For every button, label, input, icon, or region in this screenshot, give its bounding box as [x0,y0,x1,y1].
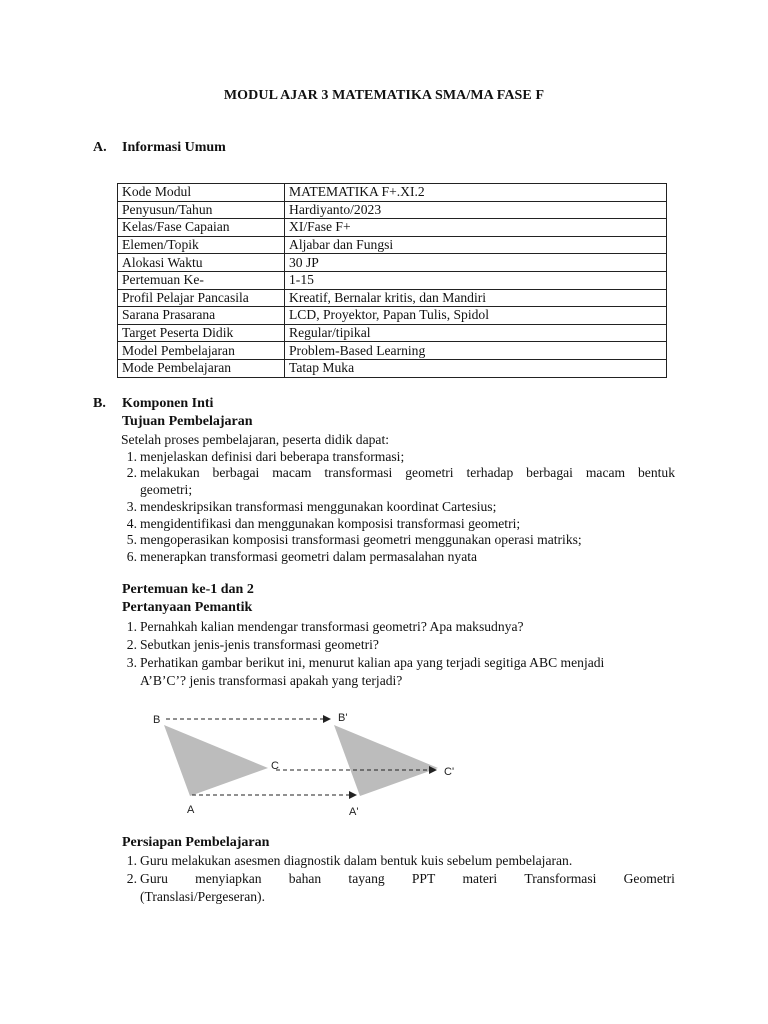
info-value: 30 JP [285,254,667,272]
list-item [113,516,521,532]
translation-figure [140,703,470,823]
list-text: Perhatikan gambar berikut ini, menurut kalian apa yang terjadi segitiga ABC menjadi [140,655,605,670]
info-value: Tatap Muka [285,359,667,377]
list-item [113,532,582,548]
pertemuan-heading: Pertemuan ke-1 dan 2 [122,582,254,597]
triangle-abc-image [334,725,438,796]
document-title: MODUL AJAR 3 MATEMATIKA SMA/MA FASE F [223,88,545,103]
list-item [113,619,524,635]
list-number: 5. [126,532,137,547]
table-row [118,324,667,342]
info-key: Kelas/Fase Capaian [118,219,285,237]
word: menyiapkan [195,871,262,886]
word: tayang [348,871,385,886]
list-text: Pernahkah kalian mendengar transformasi geometri? Apa maksudnya? [140,619,524,634]
info-key: Target Peserta Didik [118,324,285,342]
list-item [113,499,497,515]
list-number: 6. [126,549,137,564]
section-b-letter: B. [93,396,106,411]
list-item [113,871,137,887]
section-a-title: Informasi Umum [122,140,226,155]
list-text-continuation: geometri; [140,482,193,497]
list-text: Sebutkan jenis-jenis transformasi geometri? [140,637,379,652]
persiapan-heading: Persiapan Pembelajaran [122,835,270,850]
tujuan-intro: Setelah proses pembelajaran, peserta didik dapat: [121,432,389,447]
info-key: Alokasi Waktu [118,254,285,272]
list-text [140,871,675,887]
list-text: menerapkan transformasi geometri dalam permasalahan nyata [140,549,478,564]
info-key: Profil Pelajar Pancasila [118,289,285,307]
info-key: Model Pembelajaran [118,342,285,360]
list-number: 4. [126,516,137,531]
list-number: 1. [126,619,137,634]
list-item [113,853,573,869]
table-row [118,342,667,360]
info-key: Sarana Prasarana [118,307,285,325]
triangle-abc [164,725,268,796]
word: PPT [411,871,436,886]
info-value: LCD, Proyektor, Papan Tulis, Spidol [285,307,667,325]
info-key: Pertemuan Ke- [118,271,285,289]
list-item [113,549,478,565]
list-item [113,449,405,465]
list-text: mengidentifikasi dan menggunakan komposisi transformasi geometri; [140,516,521,531]
label-a: A [187,804,195,816]
info-value: XI/Fase F+ [285,219,667,237]
table-row [118,254,667,272]
info-value: Kreatif, Bernalar kritis, dan Mandiri [285,289,667,307]
info-key: Elemen/Topik [118,236,285,254]
list-item [113,465,137,481]
list-number: 1. [126,853,137,868]
table-row [118,219,667,237]
info-key: Mode Pembelajaran [118,359,285,377]
pemantik-heading: Pertanyaan Pemantik [122,600,253,615]
list-number: 3. [126,655,137,670]
table-row [118,201,667,219]
section-a-letter: A. [93,140,107,155]
list-text-continuation: (Translasi/Pergeseran). [140,889,265,904]
list-item [113,637,379,653]
word: Guru [140,871,168,886]
list-text: menjelaskan definisi dari beberapa transformasi; [140,449,405,464]
list-number: 2. [126,871,137,886]
info-key: Penyusun/Tahun [118,201,285,219]
info-value: Hardiyanto/2023 [285,201,667,219]
info-value: 1-15 [285,271,667,289]
info-value: Regular/tipikal [285,324,667,342]
list-text-continuation: A’B’C’? jenis transformasi apakah yang terjadi? [140,673,403,688]
list-text: melakukan berbagai macam transformasi geometri terhadap berbagai macam bentuk [140,465,675,480]
label-b-prime: B' [338,712,348,724]
tujuan-heading: Tujuan Pembelajaran [122,414,253,429]
table-row [118,236,667,254]
table-row [118,289,667,307]
table-row [118,359,667,377]
list-number: 1. [126,449,137,464]
section-b-title: Komponen Inti [122,396,214,411]
info-value: Aljabar dan Fungsi [285,236,667,254]
word: Geometri [623,871,675,886]
info-value: Problem-Based Learning [285,342,667,360]
list-number: 3. [126,499,137,514]
info-table [117,183,667,378]
table-row [118,184,667,202]
label-c: C [271,760,279,772]
word: bahan [288,871,322,886]
list-text: mengoperasikan komposisi transformasi geometri menggunakan operasi matriks; [140,532,582,547]
table-row [118,271,667,289]
list-number: 2. [126,637,137,652]
list-text: mendeskripsikan transformasi menggunakan koordinat Cartesius; [140,499,497,514]
label-c-prime: C' [444,766,455,778]
label-b: B [153,714,161,726]
table-row [118,307,667,325]
list-item [113,655,605,671]
list-text: Guru melakukan asesmen diagnostik dalam bentuk kuis sebelum pembelajaran. [140,853,573,868]
info-value: MATEMATIKA F+.XI.2 [285,184,667,202]
info-key: Kode Modul [118,184,285,202]
label-a-prime: A' [349,806,359,818]
word: materi [462,871,498,886]
list-number: 2. [126,465,137,480]
word: Transformasi [524,871,597,886]
